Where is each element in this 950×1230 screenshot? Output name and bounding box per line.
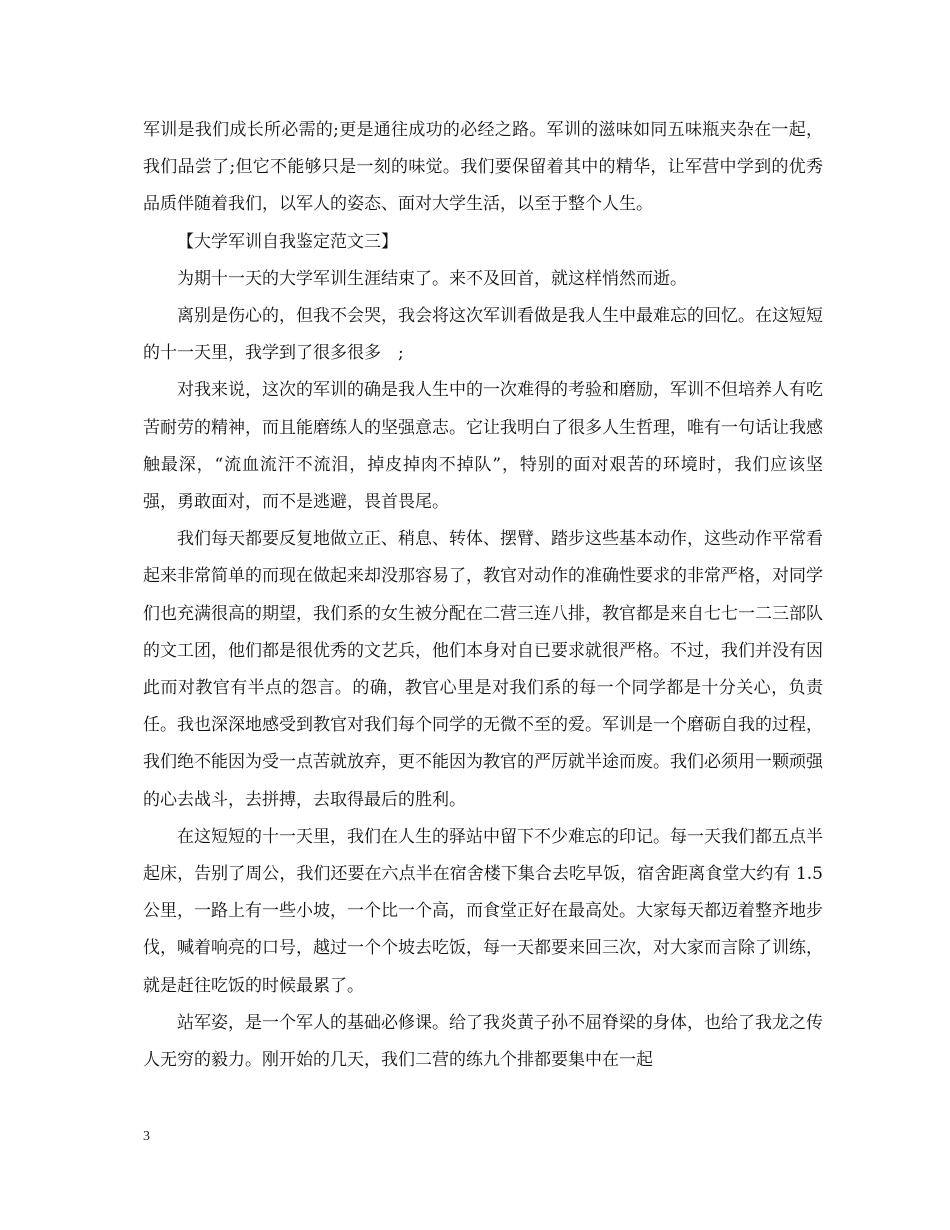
paragraph-7: 站军姿，是一个军人的基础必修课。给了我炎黄子孙不屈脊梁的身体，也给了我龙之传人无穷的毅力。刚开始的几天，我们二营的练九个排都要集中在一起 (143, 1012, 823, 1071)
paragraph-1: 军训是我们成长所必需的;更是通往成功的必经之路。军训的滋味如同五味瓶夹杂在一起，我们品尝了;但它不能够只是一刻的味觉。我们要保留着其中的精华，让军营中学到的优秀品质伴随着我们，以军人的姿态、面对大学生活，以至于整个人生。 (143, 120, 823, 215)
section-heading: 【大学军训自我鉴定范文三】 (177, 231, 398, 252)
paragraph-3: 离别是伤心的，但我不会哭，我会将这次军训看做是我人生中最难忘的回忆。在这短短的十一天里，我学到了很多很多 ; (143, 306, 823, 364)
paragraph-2: 为期十一天的大学军训生涯结束了。来不及回首，就这样悄然而逝。 (177, 268, 687, 289)
page-number: 3 (143, 1129, 150, 1144)
paragraph-4: 对我来说，这次的军训的确是我人生中的一次难得的考验和磨励，军训不但培养人有吃苦耐劳的精神，而且能磨练人的坚强意志。它让我明白了很多人生哲理，唯有一句话让我感触最深，“流血流汗不流泪，掉皮掉肉不掉队”，特别的面对艰苦的环境时，我们应该坚强，勇敢面对，而不是逃避，畏首畏尾。 (143, 380, 823, 513)
document-body (143, 112, 823, 1079)
paragraph-6: 在这短短的十一天里，我们在人生的驿站中留下不少难忘的印记。每一天我们都五点半起床，告别了周公，我们还要在六点半在宿舍楼下集合去吃早饭，宿舍距离食堂大约有 1.5 公里，一路上有一些小坡，一个比一个高，而食堂正好在最高处。大家每天都迈着整齐地步伐，喊着响亮的口号，越过一个个坡去吃饭，每一天都要来回三次，对大家而言除了训练，就是赶往吃饭的时候最累了。 (143, 826, 823, 996)
paragraph-5: 我们每天都要反复地做立正、稍息、转体、摆臂、踏步这些基本动作，这些动作平常看起来非常简单的而现在做起来却没那容易了，教官对动作的准确性要求的非常严格，对同学们也充满很高的期望，我们系的女生被分配在二营三连八排，教官都是来自七七一二三部队的文工团，他们都是很优秀的文艺兵，他们本身对自已要求就很严格。不过，我们并没有因此而对教官有半点的怨言。的确，教官心里是对我们系的每一个同学都是十分关心，负责任。我也深深地感受到教官对我们每个同学的无微不至的爱。军训是一个磨砺自我的过程，我们绝不能因为受一点苦就放弃，更不能因为教官的严厉就半途而废。我们必须用一颗顽强的心去战斗，去拼搏，去取得最后的胜利。 (143, 529, 823, 810)
